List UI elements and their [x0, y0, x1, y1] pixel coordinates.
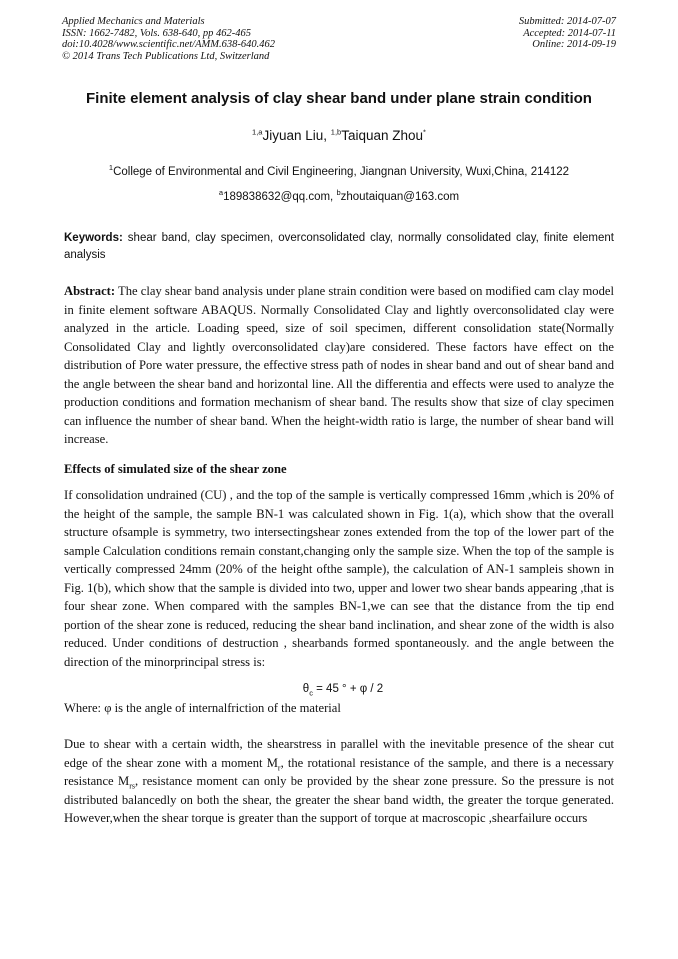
para2-part-a: Due to shear with a certain width, the shearstress in parallel with the inevitable presence of the shear cut edge of the shear zone with a moment M: [64, 737, 614, 770]
author-1-name: Jiyuan Liu,: [262, 128, 331, 143]
author-2-name: Taiquan Zhou: [341, 128, 424, 143]
body-paragraph-2: [64, 735, 614, 828]
email-a: 189838632@qq.com,: [223, 191, 337, 203]
author-list: [40, 128, 638, 143]
para2-sub-r: r: [277, 763, 281, 773]
email-a-mark: a: [218, 188, 224, 198]
accepted-date: Accepted: 2014-07-11: [523, 27, 616, 39]
author-1-affil: 1,a: [252, 127, 263, 137]
keywords-block: [64, 230, 614, 264]
journal-issn: ISSN: 1662-7482, Vols. 638-640, pp 462-465: [62, 27, 251, 39]
online-date: Online: 2014-09-19: [532, 39, 616, 50]
journal-copyright: © 2014 Trans Tech Publications Ltd, Switzerland: [62, 50, 270, 62]
keywords-text: shear band, clay specimen, overconsolidated clay, normally consolidated clay, finite element analysis: [64, 232, 614, 261]
equation-rhs: = 45 ° + φ / 2: [312, 683, 384, 695]
journal-name: Applied Mechanics and Materials: [62, 16, 205, 27]
journal-doi: doi:10.4028/www.scientific.net/AMM.638-640.462: [62, 39, 275, 50]
section-heading: Effects of simulated size of the shear zone: [64, 462, 287, 476]
equation-theta: θ: [302, 683, 310, 695]
email-b-mark: b: [336, 188, 341, 198]
para2-part-b: , the rotational resistance of the sample, and there is a necessary resistance M: [64, 755, 614, 788]
equation-shear-angle: [0, 683, 678, 698]
affiliation-text: College of Environmental and Civil Engineering, Jiangnan University, Wuxi,China, 214122: [113, 166, 570, 178]
journal-header: [62, 16, 616, 62]
affiliation-mark: 1: [108, 163, 114, 173]
submitted-date: Submitted: 2014-07-07: [518, 16, 616, 27]
para2-part-c: , resistance moment can only be provided by the shear zone pressure. So the pressure is not distributed balancedly on both the shear, the greater the shear band width, the greater the torque generated. However,when the shear torque is greater than the support of torque at macroscopic ,shearfailure occurs: [64, 774, 614, 825]
abstract-block: [64, 282, 614, 449]
body-paragraph-1: If consolidation undrained (CU) , and the top of the sample is vertically compressed 16mm ,which is 20% of the height of the sample, the sample BN-1 was calculated shown in Fig. 1(a), which show that the overall structure ofsample is symmetry, two intersectingshear zones extended from the top of the lower part of the sample Calculation conditions remain constant,changing only the sample size. When the top of the sample is vertically compressed 24mm (20% of the height ofthe sample), the calculation of AN-1 sampleis shown in Fig. 1(b), which show that the sample is divided into two, upper and lower two shear bands appearing ,that is four shear zone. When compared with the samples BN-1,we can see that the distance from the tip end portion of the shear zone is reduced, reducing the shear band inclination, and shear zone of the width is also reduced. Under conditions of destruction , shearbands formed spontaneously. and the angle between the direction of the minorprincipal stress is:: [64, 488, 614, 669]
abstract-label: Abstract:: [64, 284, 116, 298]
abstract-text: The clay shear band analysis under plane strain condition were based on modified cam clay model in finite element software ABAQUS. Normally Consolidated Clay and lightly overconsolidated clay were analyzed in the article. Loading speed, size of soil specimen, different consolidation state(Normally Consolidated Clay and lightly overconsolidated clay)are considered. These factors have effect on the distribution of Pore water pressure, the effective stress path of nodes in shear band and out of shear band and the angle between the shear band and horizontal line. All the differentia and effects were used to analyze the production conditions and formation mechanism of shear band. The results show that size of clay specimen can influence the number of shear band. When the height-width ratio is large, the number of shear band will increase.: [64, 284, 614, 446]
author-emails: [40, 188, 638, 203]
paper-title: Finite element analysis of clay shear band under plane strain condition: [86, 90, 592, 107]
email-b: zhoutaiquan@163.com: [340, 191, 460, 203]
keywords-label: Keywords:: [64, 232, 123, 244]
equation-subscript: c: [309, 688, 313, 698]
corresponding-mark: *: [423, 127, 426, 137]
journal-info: [62, 16, 275, 62]
submission-dates: [519, 16, 616, 62]
author-2-affil: 1,b: [330, 127, 342, 137]
affiliation: [40, 163, 638, 178]
equation-where-clause: Where: φ is the angle of internalfriction of the material: [64, 701, 341, 715]
para2-sub-rs: rs: [129, 781, 135, 791]
